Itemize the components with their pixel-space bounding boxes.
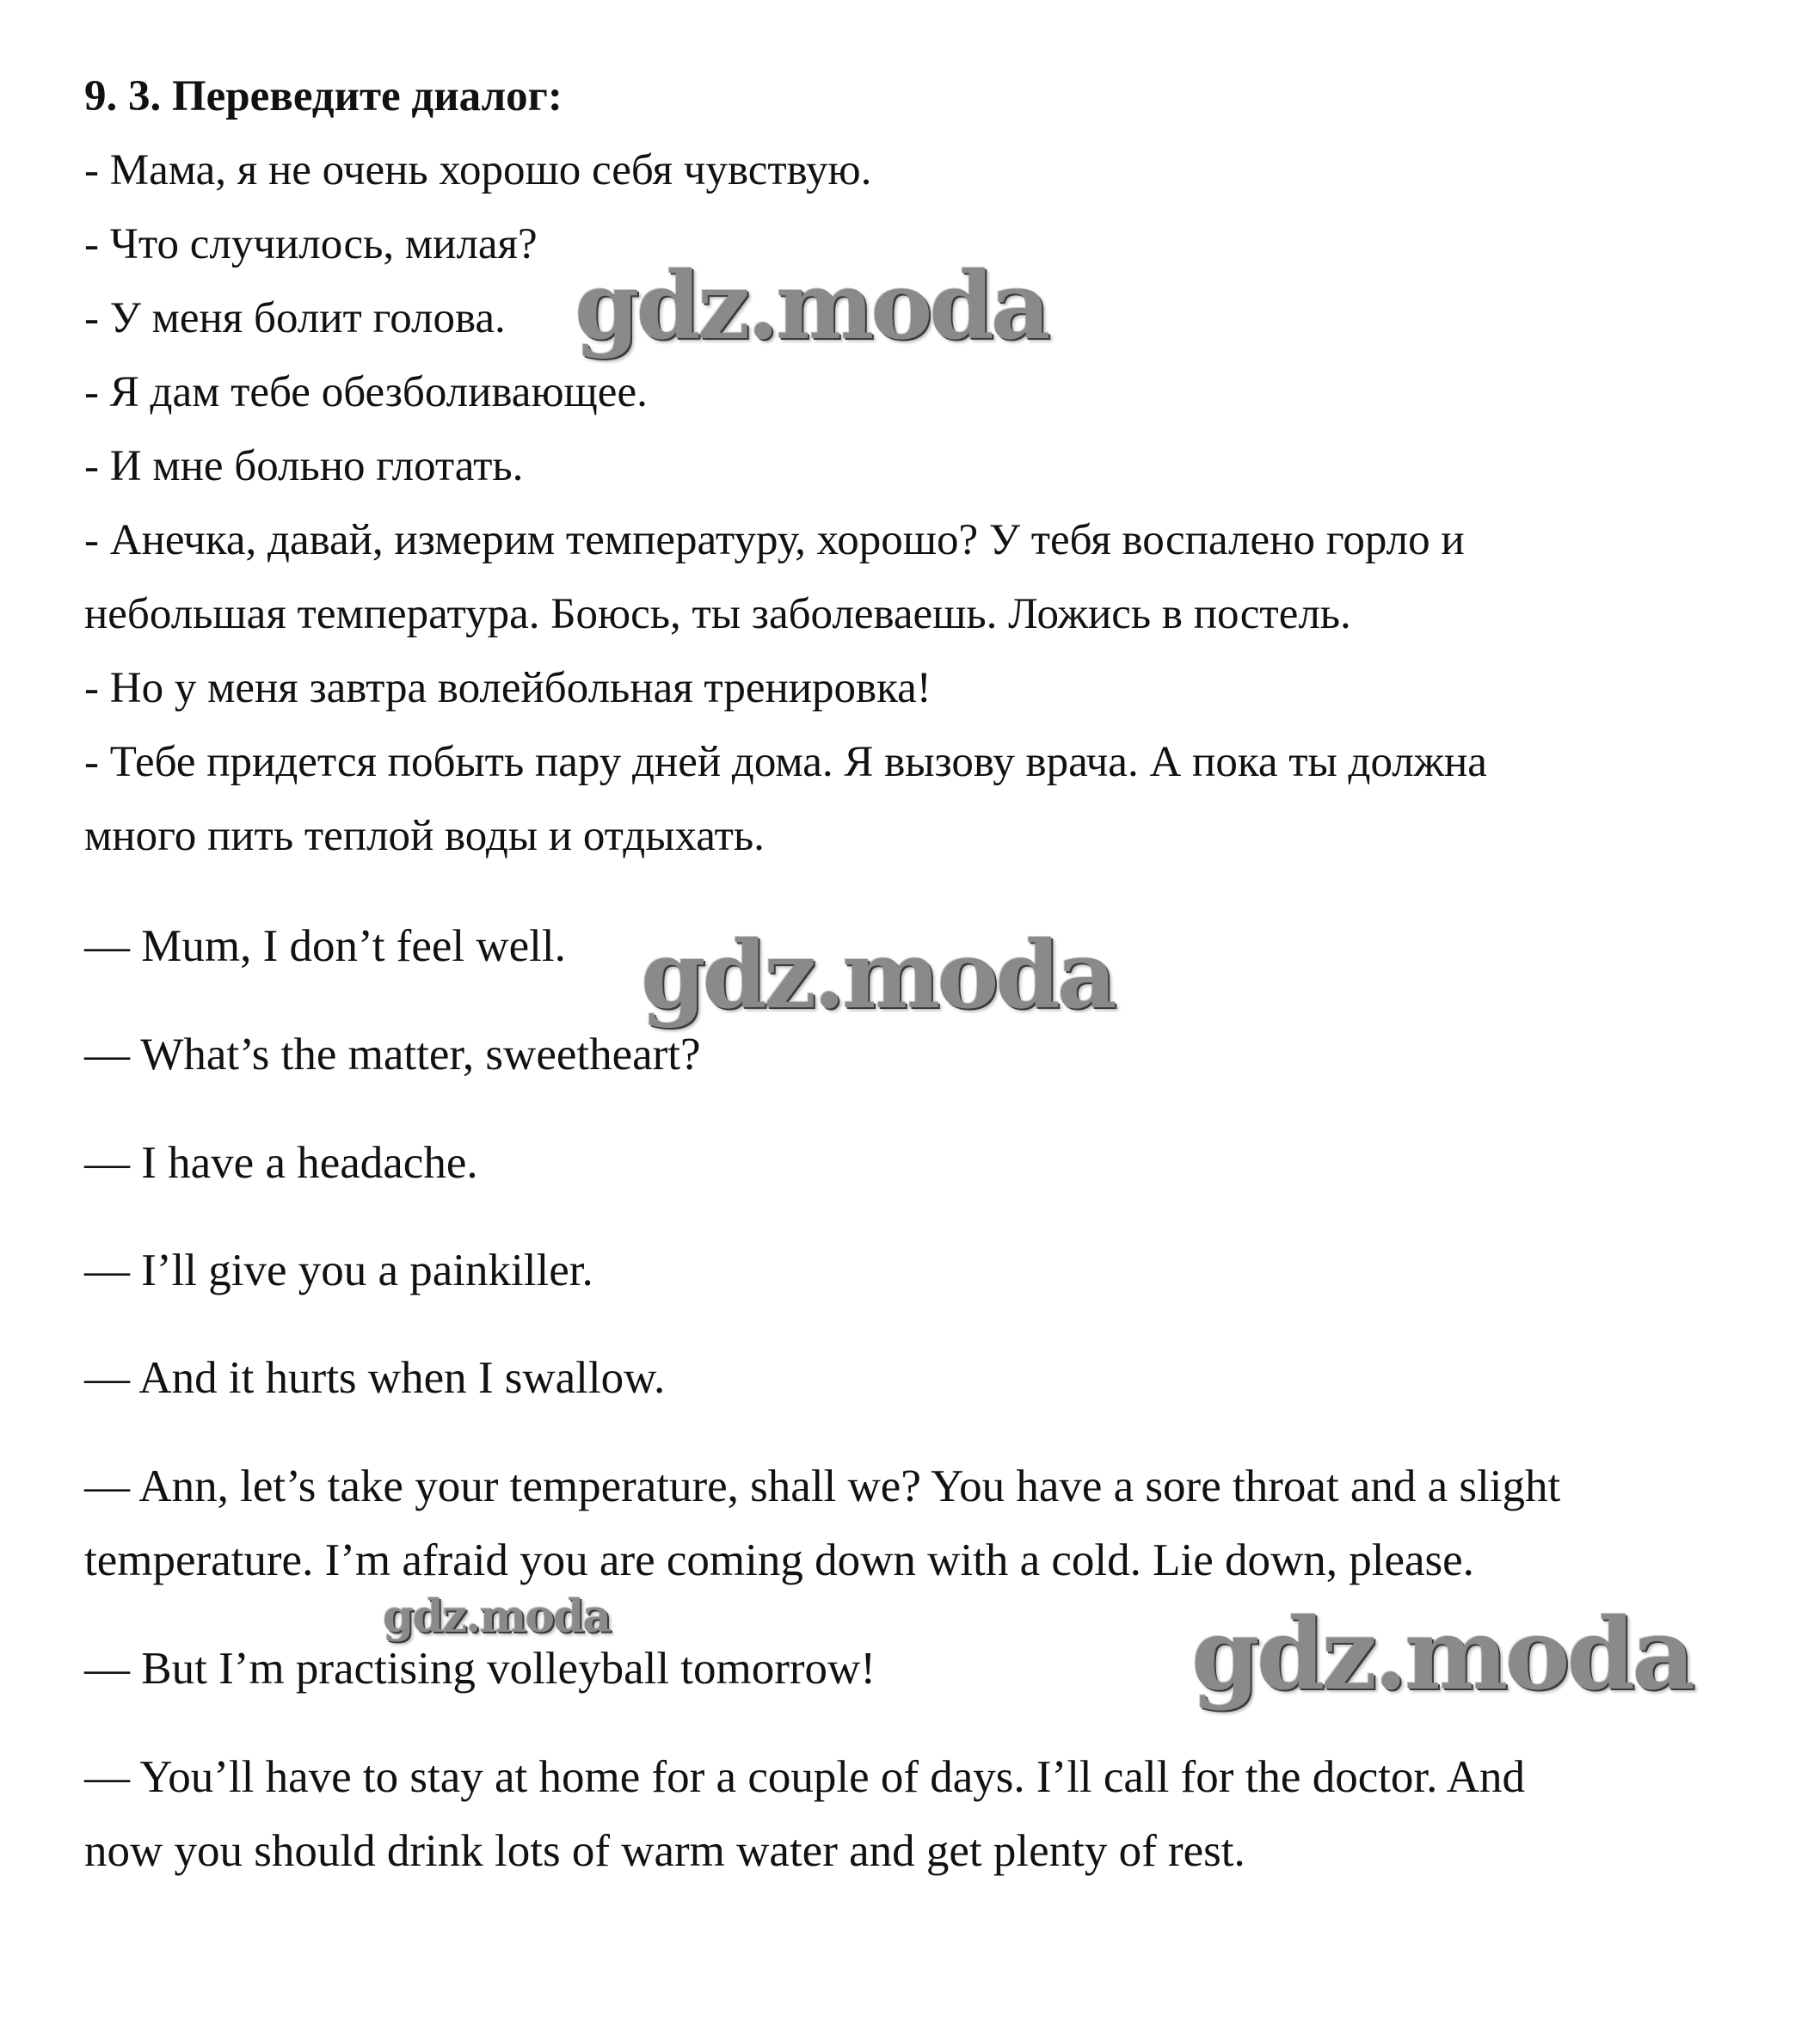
english-line: — Ann, let’s take your temperature, shall we? You have a sore throat and a slight <box>84 1461 1561 1511</box>
watermark: gdz.moda <box>1191 1596 1693 1712</box>
english-line: — What’s the matter, sweetheart? <box>84 1030 701 1080</box>
watermark: gdz.moda <box>575 252 1048 360</box>
russian-line: - У меня болит голова. <box>84 294 506 342</box>
russian-line: - Что случилось, милая? <box>84 220 538 268</box>
russian-line: - Тебе придется побыть пару дней дома. Я вызову врача. А пока ты должна <box>84 738 1487 786</box>
russian-line: много пить теплой воды и отдыхать. <box>84 812 765 860</box>
russian-line: - Я дам тебе обезболивающее. <box>84 368 648 416</box>
english-line: — I have a headache. <box>84 1138 478 1188</box>
english-line: — But I’m practising volleyball tomorrow! <box>84 1644 876 1694</box>
task-title: 9. 3. Переведите диалог: <box>84 72 563 120</box>
russian-line: небольшая температура. Боюсь, ты заболеваешь. Ложись в постель. <box>84 590 1351 638</box>
english-line: — Mum, I don’t feel well. <box>84 921 566 971</box>
english-line: — And it hurts when I swallow. <box>84 1353 666 1403</box>
english-line: — You’ll have to stay at home for a couple of days. I’ll call for the doctor. And <box>84 1752 1526 1802</box>
russian-line: - Мама, я не очень хорошо себя чувствую. <box>84 146 872 194</box>
russian-line: - Анечка, давай, измерим температуру, хорошо? У тебя воспалено горло и <box>84 516 1465 564</box>
english-line: — I’ll give you a painkiller. <box>84 1246 593 1295</box>
russian-line: - И мне больно глотать. <box>84 442 524 490</box>
english-line: now you should drink lots of warm water and get plenty of rest. <box>84 1826 1245 1876</box>
watermark: gdz.moda <box>641 921 1114 1030</box>
watermark: gdz.moda <box>383 1590 611 1643</box>
english-line: temperature. I’m afraid you are coming down with a cold. Lie down, please. <box>84 1535 1474 1585</box>
russian-line: - Но у меня завтра волейбольная тренировка! <box>84 664 932 712</box>
